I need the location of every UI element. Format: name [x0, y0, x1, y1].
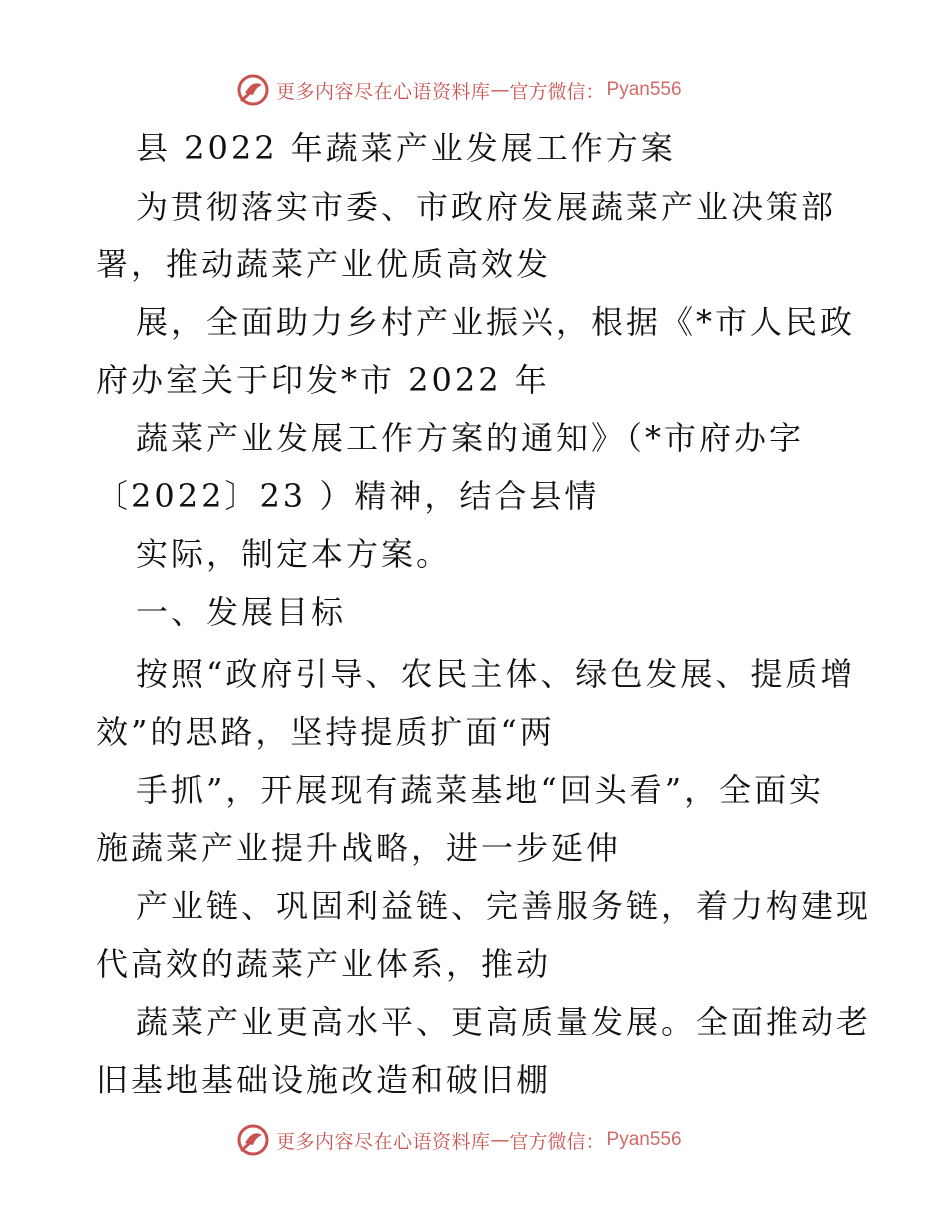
text-line: 效”的思路，坚持提质扩面“两 [96, 713, 555, 751]
watermark-wechat-id: Pyan556 [606, 1129, 682, 1150]
text-line: 实际，制定本方案。 [136, 535, 452, 573]
text-line: 按照“政府引导、农民主体、绿色发展、提质增 [136, 655, 856, 693]
text-line: 署，推动蔬菜产业优质高效发 [96, 245, 552, 283]
watermark-official-label: 官方微信： [509, 1130, 605, 1153]
text-line: 蔬菜产业发展工作方案的通知》（*市府办字 [136, 419, 805, 457]
footer-watermark [236, 1122, 682, 1158]
text-line: 〔2022〕23 ）精神，结合县情 [96, 477, 600, 515]
text-line: 蔬菜产业更高水平、更高质量发展。全面推动老 [136, 1003, 872, 1041]
watermark-dash: — [490, 1129, 510, 1151]
text-line: 手抓”，开展现有蔬菜基地“回头看”，全面实 [136, 771, 825, 809]
text-line: 为贯彻落实市委、市政府发展蔬菜产业决策部 [136, 188, 837, 226]
watermark-text: 更多内容尽在心语资料库 [276, 1130, 491, 1153]
text-line: 代高效的蔬菜产业体系，推动 [96, 945, 552, 983]
section-heading: 一、发展目标 [136, 593, 347, 631]
text-line: 府办室关于印发*市 2022 年 [96, 361, 550, 399]
watermark-dash: — [490, 79, 510, 101]
document-title: 县 2022 年蔬菜产业发展工作方案 [136, 129, 676, 167]
text-line: 产业链、巩固利益链、完善服务链，着力构建现 [136, 887, 872, 925]
text-line: 展，全面助力乡村产业振兴，根据《*市人民政 [136, 303, 856, 341]
watermark-wechat-id: Pyan556 [606, 79, 682, 100]
brand-logo-icon [236, 1123, 270, 1157]
watermark-official-label: 官方微信： [509, 80, 605, 103]
watermark-text: 更多内容尽在心语资料库 [276, 80, 491, 103]
text-line: 旧基地基础设施改造和破旧棚 [96, 1061, 552, 1099]
text-line: 施蔬菜产业提升战略，进一步延伸 [96, 829, 622, 867]
